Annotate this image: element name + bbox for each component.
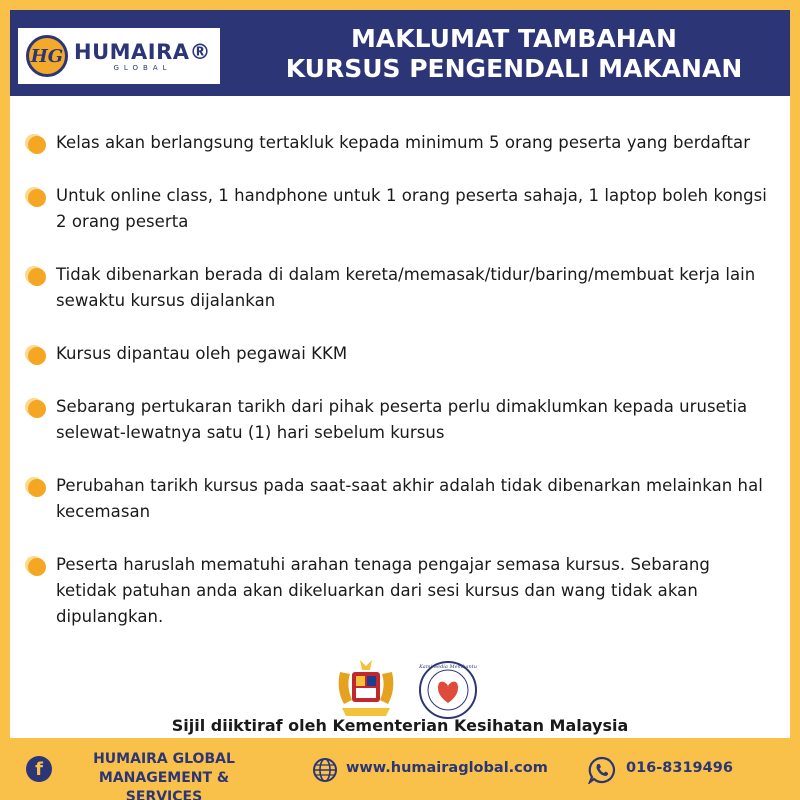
header-banner	[10, 10, 790, 96]
bullet-text: Tidak dibenarkan berada di dalam kereta/memasak/tidur/baring/membuat kerja lain sewaktu kursus dijalankan	[56, 265, 756, 310]
company-line-1: HUMAIRA GLOBAL	[93, 751, 235, 767]
company-line-2: MANAGEMENT & SERVICES	[98, 770, 230, 800]
title-line-1: MAKLUMAT TAMBAHAN	[351, 24, 677, 53]
emblems	[330, 656, 490, 722]
bullet-dot-icon	[28, 189, 46, 207]
logo-mark-icon: HG	[26, 35, 68, 77]
list-item	[28, 183, 773, 235]
website-link[interactable]: www.humairaglobal.com	[346, 760, 548, 776]
whatsapp-icon	[588, 756, 616, 784]
logo-name: HUMAIRA®	[74, 39, 212, 64]
kkm-logo	[418, 662, 477, 718]
list-item	[28, 552, 773, 630]
bullet-text: Kelas akan berlangsung tertakluk kepada minimum 5 orang peserta yang berdaftar	[56, 133, 751, 152]
globe-icon	[312, 757, 338, 783]
bullet-dot-icon	[28, 136, 46, 154]
phone-number[interactable]: 016-8319496	[626, 760, 733, 776]
list-item	[28, 473, 773, 525]
kkm-motto: Kami Sedia Membantu	[419, 664, 477, 670]
page-title	[242, 24, 786, 84]
company-name	[66, 750, 262, 800]
bullet-text: Untuk online class, 1 handphone untuk 1 orang peserta sahaja, 1 laptop boleh kongsi 2 orang peserta	[56, 186, 767, 231]
bullet-dot-icon	[28, 268, 46, 286]
bullet-text: Peserta haruslah mematuhi arahan tenaga pengajar semasa kursus. Sebarang ketidak patuhan anda akan dikeluarkan dari sesi kursus dan wang tidak akan dipulangkan.	[56, 555, 710, 626]
company-logo	[18, 28, 220, 84]
list-item	[28, 394, 773, 446]
bullet-text: Kursus dipantau oleh pegawai KKM	[56, 344, 348, 363]
bullet-dot-icon	[28, 558, 46, 576]
list-item	[28, 262, 773, 314]
title-line-2: KURSUS PENGENDALI MAKANAN	[285, 54, 743, 83]
bullet-dot-icon	[28, 479, 46, 497]
bullet-text: Perubahan tarikh kursus pada saat-saat akhir adalah tidak dibenarkan melainkan hal kecemasan	[56, 476, 763, 521]
bullet-list	[28, 130, 773, 657]
logo-subtitle: GLOBAL	[113, 63, 172, 72]
bullet-dot-icon	[28, 400, 46, 418]
certificate-caption: Sijil diiktiraf oleh Kementerian Kesihatan Malaysia	[171, 716, 629, 735]
facebook-icon[interactable]: f	[26, 756, 52, 782]
bullet-text: Sebarang pertukaran tarikh dari pihak peserta perlu dimaklumkan kepada urusetia selewat-lewatnya satu (1) hari sebelum kursus	[56, 397, 748, 442]
malaysia-coat-of-arms-icon	[339, 660, 394, 716]
bullet-dot-icon	[28, 347, 46, 365]
content-panel	[10, 96, 790, 738]
list-item	[28, 341, 773, 367]
list-item	[28, 130, 773, 156]
footer-bar	[0, 738, 800, 800]
